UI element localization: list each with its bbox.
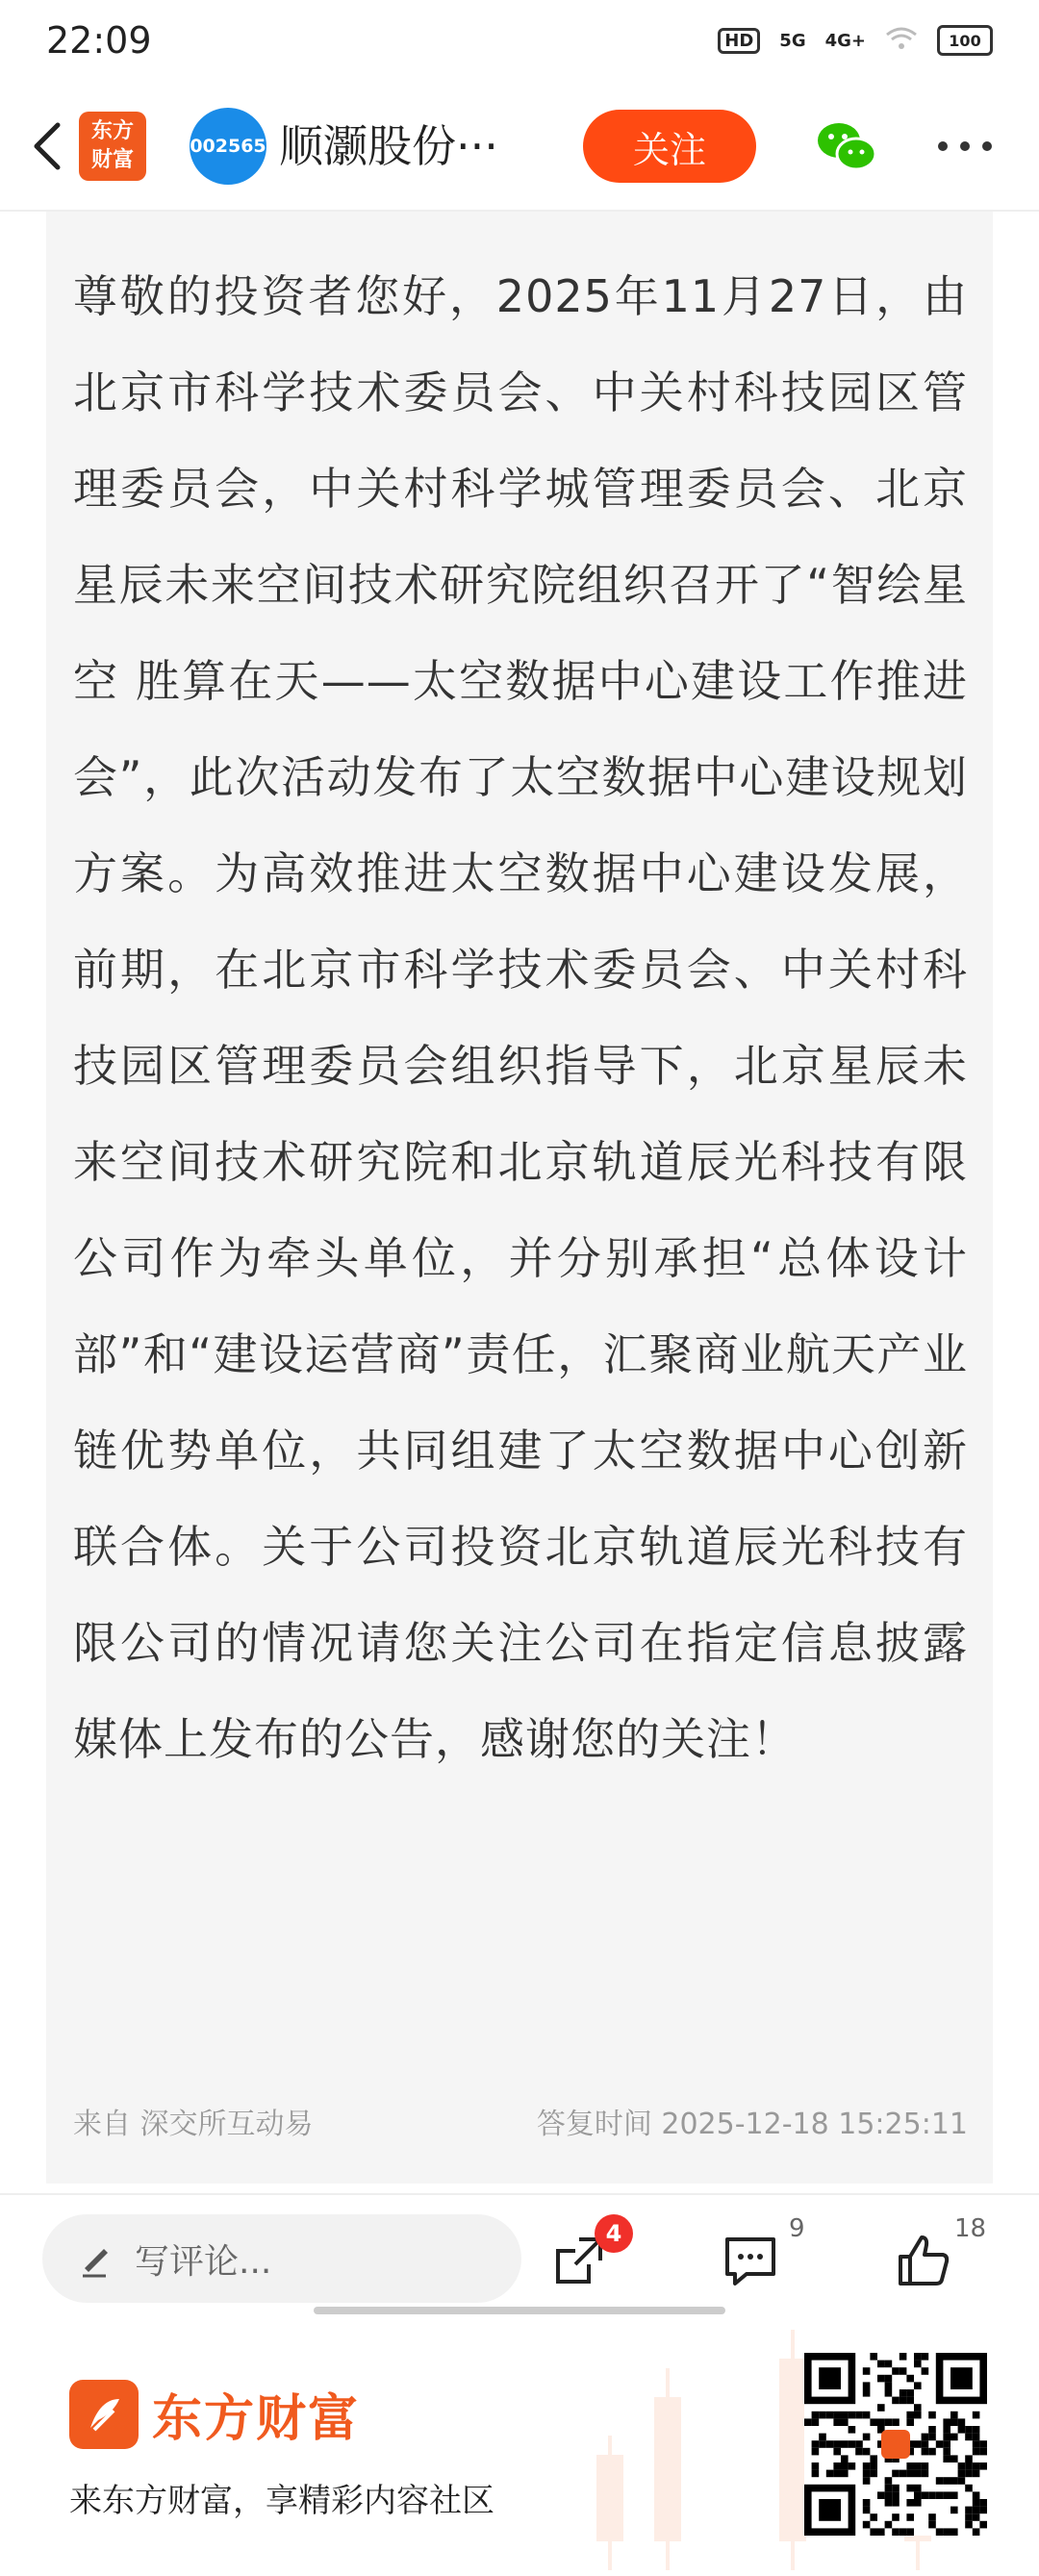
wifi-icon	[885, 26, 918, 56]
stock-name[interactable]: 顺灏股份···	[279, 120, 498, 172]
top-nav	[0, 81, 1039, 212]
comment-count: 9	[789, 2214, 805, 2243]
footer-promo[interactable]	[0, 2320, 1039, 2576]
pencil-icon	[77, 2239, 115, 2278]
follow-button[interactable]: 关注	[583, 110, 756, 183]
back-button[interactable]	[23, 112, 69, 181]
comments-button[interactable]	[722, 2214, 808, 2301]
stock-avatar[interactable]: 002565	[190, 108, 266, 185]
comment-icon	[722, 2232, 779, 2289]
answer-text: 尊敬的投资者您好，2025年11月27日，由北京市科学技术委员会、中关村科技园区管理委员会，中关村科学城管理委员会、北京星辰未来空间技术研究院组织召开了“智绘星空 胜算在天——太空数据中心建设工作推进会”，此次活动发布了太空数据中心建设规划方案。为高效推进太空数据中心建设发展，前期，在北京市科学技术委员会、中关村科技园区管理委员会组织指导下，北京星辰未来空间技术研究院和北京轨道辰光科技有限公司作为牵头单位，并分别承担“总体设计部”和“建设运营商”责任，汇聚商业航天产业链优势单位，共同组建了太空数据中心创新联合体。关于公司投资北京轨道辰光科技有限公司的情况请您关注公司在指定信息披露媒体上发布的公告，感谢您的关注！	[73, 270, 968, 1765]
answer-card	[46, 212, 993, 2184]
signal-4g-icon: 4G+	[824, 30, 866, 51]
eastmoney-logo-icon	[69, 2380, 139, 2449]
thumbs-up-icon	[895, 2232, 952, 2289]
footer-brand: 东方财富	[152, 2390, 361, 2448]
more-button[interactable]	[933, 129, 997, 164]
battery-icon: 100	[937, 25, 993, 56]
more-dots-icon	[933, 129, 997, 164]
chevron-left-icon	[23, 112, 69, 181]
hd-icon: HD	[718, 28, 760, 54]
wechat-icon	[814, 117, 877, 175]
answer-meta	[73, 2097, 968, 2145]
qr-code-icon	[804, 2353, 987, 2536]
like-button[interactable]	[895, 2214, 987, 2301]
comment-placeholder: 写评论...	[135, 2241, 272, 2282]
status-icons	[718, 25, 993, 56]
footer-logo	[69, 2378, 360, 2450]
bottom-action-bar	[0, 2193, 1039, 2320]
wechat-share-button[interactable]	[814, 117, 877, 175]
share-button[interactable]	[550, 2214, 637, 2301]
status-bar	[0, 0, 1039, 81]
scroll-indicator	[314, 2307, 725, 2314]
signal-5g-icon: 5G	[779, 30, 806, 51]
share-badge: 4	[595, 2214, 633, 2253]
app-logo-line1: 东方	[90, 119, 134, 143]
footer-slogan: 来东方财富，享精彩内容社区	[69, 2482, 494, 2520]
app-logo-line2: 财富	[90, 148, 134, 172]
reply-time: 答复时间 2025-12-18 15:25:11	[536, 2108, 968, 2141]
app-logo[interactable]	[79, 112, 146, 181]
source-label: 来自 深交所互动易	[73, 2108, 314, 2141]
comment-input[interactable]	[42, 2214, 521, 2303]
status-time: 22:09	[46, 19, 152, 62]
like-count: 18	[954, 2214, 987, 2243]
